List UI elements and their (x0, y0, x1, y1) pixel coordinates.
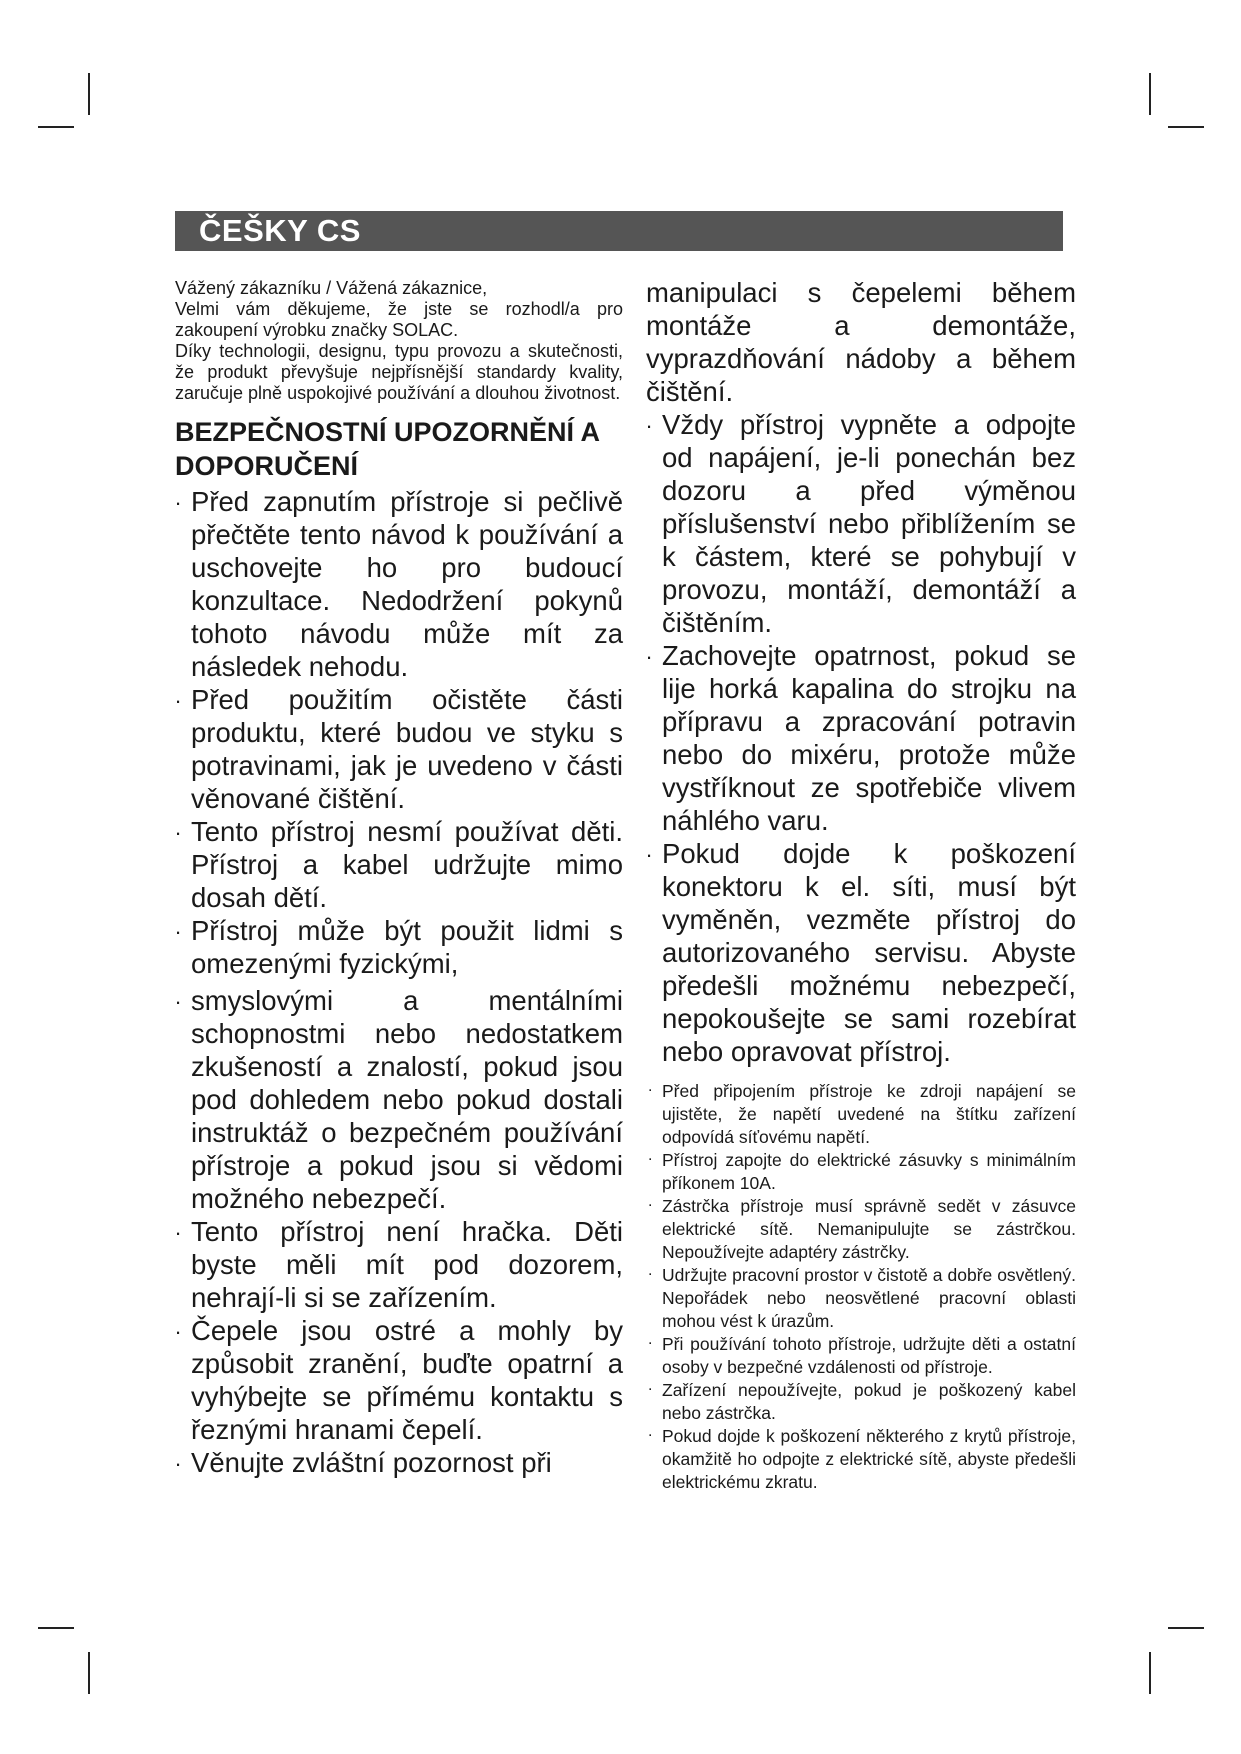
safety-list-small (646, 1080, 1076, 1494)
list-item: . Věnujte zvláštní pozornost při (175, 1446, 623, 1479)
intro-quality: Díky technologii, designu, typu provozu a skutečnosti, že produkt převyšuje nejpřísnější standardy kvality, zaručuje plně uspokojivé používání a dlouhou životnost. (175, 341, 623, 403)
list-item: . Udržujte pracovní prostor v čistotě a dobře osvětlený. Nepořádek nebo neosvětlené pracovní oblasti mohou vést k úrazům. (646, 1264, 1076, 1333)
left-column (175, 278, 623, 1479)
list-item: . Čepele jsou ostré a mohly by způsobit zranění, buďte opatrní a vyhýbejte se přímému kontaktu s řeznými hranami čepelí. (175, 1314, 623, 1446)
list-item: . Při používání tohoto přístroje, udržujte děti a ostatní osoby v bezpečné vzdálenosti od přístroje. (646, 1333, 1076, 1379)
crop-mark (38, 1627, 74, 1629)
list-item: . Před připojením přístroje ke zdroji napájení se ujistěte, že napětí uvedené na štítku zařízení odpovídá síťovému napětí. (646, 1080, 1076, 1149)
list-item: . Vždy přístroj vypněte a odpojte od napájení, je-li ponechán bez dozoru a před výměnou příslušenství nebo přiblížením se k částem, které se pohybují v provozu, montáží, demontáží a čištěním. (646, 408, 1076, 639)
crop-mark (88, 73, 90, 115)
list-item: . Zachovejte opatrnost, pokud se lije horká kapalina do strojku na přípravu a zpracování potravin nebo do mixéru, protože může vystříknout ze spotřebiče vlivem náhlého varu. (646, 639, 1076, 837)
crop-mark (88, 1652, 90, 1694)
list-item: . Zástrčka přístroje musí správně sedět v zásuvce elektrické sítě. Nemanipulujte se zástrčkou. Nepoužívejte adaptéry zástrčky. (646, 1195, 1076, 1264)
safety-list-right (646, 276, 1076, 1068)
crop-mark (38, 126, 74, 128)
crop-mark (1149, 73, 1151, 115)
list-item: . Pokud dojde k poškození některého z krytů přístroje, okamžitě ho odpojte z elektrické sítě, abyste předešli elektrickému zkratu. (646, 1425, 1076, 1494)
list-item: . Pokud dojde k poškození konektoru k el. síti, musí být vyměněn, vezměte přístroj do autorizovaného servisu. Abyste předešli možnému nebezpečí, nepokoušejte se sami rozebírat nebo opravovat přístroj. (646, 837, 1076, 1068)
intro-text (175, 278, 623, 404)
intro-greeting: Vážený zákazníku / Vážená zákaznice, (175, 278, 488, 298)
list-item: . Před použitím očistěte části produktu, které budou ve styku s potravinami, jak je uvedeno v části věnované čištění. (175, 683, 623, 815)
crop-mark (1168, 126, 1204, 128)
crop-mark (1168, 1627, 1204, 1629)
list-item: . Zařízení nepoužívejte, pokud je poškozený kabel nebo zástrčka. (646, 1379, 1076, 1425)
list-item: . Před zapnutím přístroje si pečlivě přečtěte tento návod k používání a uschovejte ho pro budoucí konzultace. Nedodržení pokynů tohoto návodu může mít za následek nehodu. (175, 485, 623, 683)
right-column (646, 276, 1076, 1494)
intro-thanks: Velmi vám děkujeme, že jste se rozhodl/a pro zakoupení výrobku značky SOLAC. (175, 299, 623, 340)
language-header: ČEŠKY CS (175, 211, 1063, 251)
crop-mark (1149, 1652, 1151, 1694)
list-item: . Přístroj zapojte do elektrické zásuvky s minimálním příkonem 10A. (646, 1149, 1076, 1195)
list-item: . Tento přístroj není hračka. Děti byste měli mít pod dozorem, nehrají-li si se zařízením. (175, 1215, 623, 1314)
list-item: . Tento přístroj nesmí používat děti. Přístroj a kabel udržujte mimo dosah dětí. (175, 815, 623, 914)
list-item: . Přístroj může být použit lidmi s omezenými fyzickými, (175, 914, 623, 980)
list-item: . smyslovými a mentálními schopnostmi nebo nedostatkem zkušeností a znalostí, pokud jsou pod dohledem nebo pokud dostali instruktáž o bezpečném používání přístroje a pokud jsou si vědomi možného nebezpečí. (175, 984, 623, 1215)
safety-list-left (175, 485, 623, 1479)
list-item-continuation: manipulaci s čepelemi během montáže a demontáže, vyprazdňování nádoby a během čištění. (646, 277, 1076, 407)
safety-title: BEZPEČNOSTNÍ UPOZORNĚNÍ A DOPORUČENÍ (175, 417, 600, 481)
